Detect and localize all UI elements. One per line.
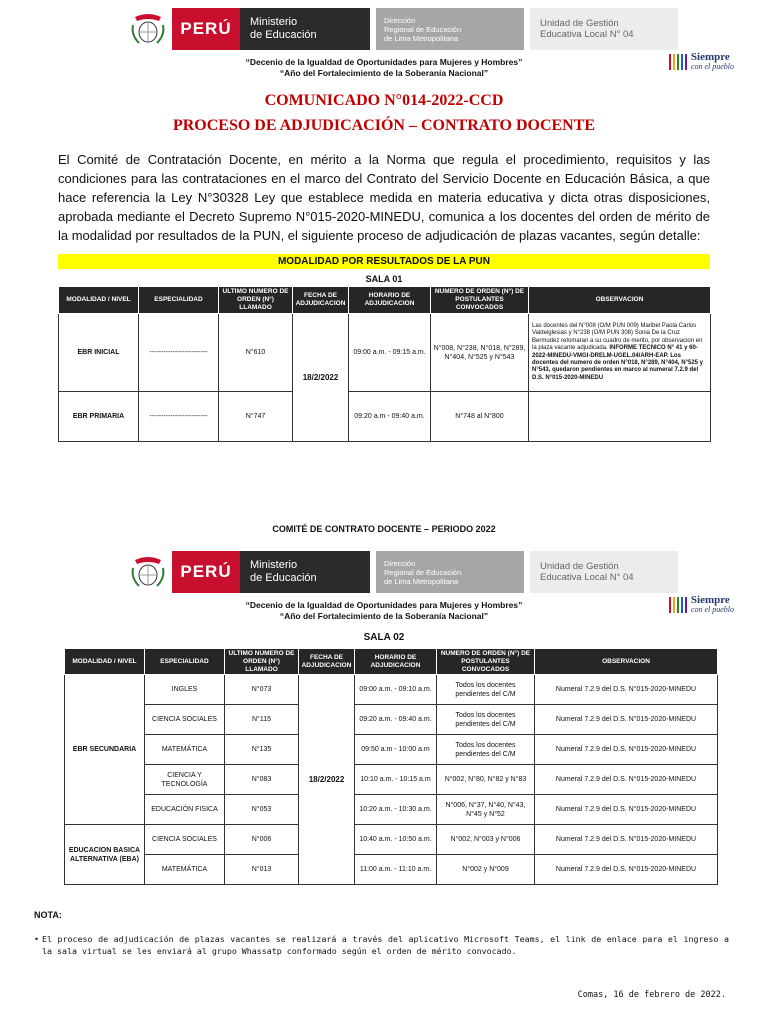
modalidad-cell: EBR PRIMARIA (59, 392, 139, 442)
header-especialidad: ESPECIALIDAD (139, 287, 219, 314)
table-row (59, 314, 711, 392)
horario-cell: 11:00 a.m. - 11:10 a.m. (355, 855, 437, 885)
fecha-cell: 18/2/2022 (293, 314, 349, 442)
convocados-cell: N°008, N°238, N°018, N°289, N°404, N°525 y N°543 (431, 314, 529, 392)
especialidad-cell: MATEMÁTICA (145, 855, 225, 885)
header-observacion: OBSERVACION (529, 287, 711, 314)
ultimo-cell: N°073 (225, 675, 299, 705)
institution-banner (124, 551, 678, 593)
observacion-cell: Numeral 7.2.9 del D.S. N°015-2020-MINEDU (535, 705, 718, 735)
ultimo-cell: N°053 (225, 795, 299, 825)
observacion-cell: Numeral 7.2.9 del D.S. N°015-2020-MINEDU (535, 825, 718, 855)
motto-line-1: “Decenio de la Igualdad de Oportunidades para Mujeres y Hombres” (245, 57, 523, 67)
convocados-cell: N°748 al N°800 (431, 392, 529, 442)
ministerio-label: Ministerio de Educación (240, 551, 370, 593)
direccion-label: Dirección Regional de Educación de Lima Metropolitana (376, 551, 524, 593)
sala01-title: SALA 01 (365, 274, 403, 284)
observacion-cell: Numeral 7.2.9 del D.S. N°015-2020-MINEDU (535, 735, 718, 765)
header-horario: HORARIO DE ADJUDICACION (355, 649, 437, 675)
pueblo-text: con el pueblo (690, 605, 734, 614)
table-row (65, 855, 718, 885)
convocados-cell: N°002, N°003 y N°006 (437, 825, 535, 855)
especialidad-cell: ------------------------- (139, 314, 219, 392)
observacion-cell: Numeral 7.2.9 del D.S. N°015-2020-MINEDU (535, 855, 718, 885)
sala02-title: SALA 02 (363, 632, 405, 643)
motto-line-1: “Decenio de la Igualdad de Oportunidades para Mujeres y Hombres” (245, 600, 523, 610)
horario-cell: 09:50 a.m - 10:00 a.m (355, 735, 437, 765)
modalidad-cell: EBR INICIAL (59, 314, 139, 392)
ultimo-cell: N°115 (225, 705, 299, 735)
especialidad-cell: EDUCACIÓN FISICA (145, 795, 225, 825)
table-row (59, 392, 711, 442)
header-fecha: FECHA DE ADJUDICACION (299, 649, 355, 675)
horario-cell: 10:40 a.m. - 10:50 a.m. (355, 825, 437, 855)
horario-cell: 09:00 a.m. - 09:15 a.m. (349, 314, 431, 392)
ultimo-cell: N°083 (225, 765, 299, 795)
comunicado-title: COMUNICADO N°014-2022-CCD (264, 92, 504, 109)
intro-paragraph: El Comité de Contratación Docente, en mérito a la Norma que regula el procedimiento, requisitos y las condiciones para las contrataciones en el marco del Contrato del Servicio Docente en Educación Básica, a que hace referencia la Ley N°30328 Ley que establece medida en materia educativa y dicta otras disposiciones, aprobada mediante el Decreto Supremo N°015-2020-MINEDU, comunica a los docentes del orden de mérito de la modalidad por resultados de la PUN, el siguiente proceso de adjudicación de plazas vacantes, según detalle: (58, 152, 710, 243)
peru-seal-icon (124, 8, 172, 50)
ultimo-cell: N°747 (219, 392, 293, 442)
motto-line-2: “Año del Fortalecimiento de la Soberanía Nacional” (279, 68, 489, 78)
bullet-icon: • (34, 934, 39, 944)
observacion-cell: Numeral 7.2.9 del D.S. N°015-2020-MINEDU (535, 795, 718, 825)
nota-item (34, 933, 729, 957)
ugel-label: Unidad de Gestión Educativa Local N° 04 (530, 8, 678, 50)
table-row (65, 705, 718, 735)
table-row (65, 825, 718, 855)
table-row (65, 765, 718, 795)
especialidad-cell: CIENCIA Y TECNOLOGÍA (145, 765, 225, 795)
header-ultimo: ULTIMO NUMERO DE ORDEN (N°) LLAMADO (219, 287, 293, 314)
ultimo-cell: N°006 (225, 825, 299, 855)
fecha-cell: 18/2/2022 (299, 675, 355, 885)
nota-text: El proceso de adjudicación de plazas vacantes se realizará a través del aplicativo Microsoft Teams, el link de enlace para el ingreso a la sala virtual se les enviará al grupo Whassatp conformado según el orden de mérito convocado. (42, 934, 729, 956)
especialidad-cell: ------------------------- (139, 392, 219, 442)
ultimo-cell: N°610 (219, 314, 293, 392)
observacion-bold-text: INFORME TECNICO N° 41 y 60-2022-MINEDU-VMGI-DRELM-UGEL.04/ARH-EAP. Los docentes del numero de orden N°018, N°289, N°404, N°525 y N°543, quedaron pendientes en marco al numeral 7.2.9 del D.S. N°015-2020-MINEDU (532, 345, 703, 381)
proceso-title: PROCESO DE ADJUDICACIÓN – CONTRATO DOCENTE (172, 117, 596, 134)
peru-label: PERÚ (172, 8, 240, 50)
header-horario: HORARIO DE ADJUDICACION (349, 287, 431, 314)
siempre-text: Siempre (690, 594, 730, 606)
observacion-cell (529, 392, 711, 442)
header-especialidad: ESPECIALIDAD (145, 649, 225, 675)
nota-title: NOTA: (34, 910, 62, 920)
header-convocados: NUMERO DE ORDEN (N°) DE POSTULANTES CONVOCADOS (437, 649, 535, 675)
modalidad-cell: EBR SECUNDARIA (65, 675, 145, 825)
especialidad-cell: CIENCIA SOCIALES (145, 705, 225, 735)
header-modalidad: MODALIDAD / NIVEL (59, 287, 139, 314)
observacion-cell (529, 314, 711, 392)
ugel-label: Unidad de Gestión Educativa Local N° 04 (530, 551, 678, 593)
modalidad-banner: MODALIDAD POR RESULTADOS DE LA PUN (58, 254, 710, 269)
sala02-table (64, 648, 718, 885)
especialidad-cell: CIENCIA SOCIALES (145, 825, 225, 855)
motto-line-2: “Año del Fortalecimiento de la Soberanía Nacional” (279, 611, 489, 621)
siempre-text: Siempre (690, 51, 730, 63)
modalidad-cell: EDUCACION BASICA ALTERNATIVA (EBA) (65, 825, 145, 885)
ultimo-cell: N°135 (225, 735, 299, 765)
horario-cell: 09:20 a.m - 09:40 a.m. (349, 392, 431, 442)
horario-cell: 09:00 a.m. - 09:10 a.m. (355, 675, 437, 705)
direccion-label: Dirección Regional de Educación de Lima Metropolitana (376, 8, 524, 50)
sala01-table (58, 286, 711, 442)
ministerio-label: Ministerio de Educación (240, 8, 370, 50)
especialidad-cell: INGLES (145, 675, 225, 705)
committee-label: COMITÉ DE CONTRATO DOCENTE – PERIODO 2022 (272, 524, 496, 534)
table-row (65, 735, 718, 765)
observacion-cell: Numeral 7.2.9 del D.S. N°015-2020-MINEDU (535, 765, 718, 795)
table-row (65, 675, 718, 705)
horario-cell: 10:20 a.m. - 10:30 a.m. (355, 795, 437, 825)
ultimo-cell: N°013 (225, 855, 299, 885)
convocados-cell: N°002 y N°009 (437, 855, 535, 885)
header-fecha: FECHA DE ADJUDICACION (293, 287, 349, 314)
header-observacion: OBSERVACION (535, 649, 718, 675)
header-ultimo: ULTIMO NUMERO DE ORDEN (N°) LLAMADO (225, 649, 299, 675)
table-row (65, 795, 718, 825)
horario-cell: 09:20 a.m. - 09:40 a.m. (355, 705, 437, 735)
convocados-cell: Todos los docentes pendientes del C/M (437, 735, 535, 765)
especialidad-cell: MATEMÁTICA (145, 735, 225, 765)
convocados-cell: Todos los docentes pendientes del C/M (437, 675, 535, 705)
horario-cell: 10:10 a.m. - 10:15 a.m (355, 765, 437, 795)
institution-banner (124, 8, 678, 50)
observacion-text: Las docentes del N°008 (O/M PUN 009) Maribel Paola Carlos Valdeiglesias y N°238 (O/M PUN 308) Sonia De la Cruz Bermudez retomaran a su cuadro de merito, por observacion en la plaza vacante adjudicada. (532, 322, 703, 352)
convocados-cell: N°006, N°37, N°40, N°43, N°45 y N°52 (437, 795, 535, 825)
document-date: Comas, 16 de febrero de 2022. (577, 990, 726, 1000)
header-modalidad: MODALIDAD / NIVEL (65, 649, 145, 675)
header-convocados: NUMERO DE ORDEN (N°) DE POSTULANTES CONVOCADOS (431, 287, 529, 314)
peru-seal-icon (124, 551, 172, 593)
convocados-cell: Todos los docentes pendientes del C/M (437, 705, 535, 735)
peru-label: PERÚ (172, 551, 240, 593)
observacion-cell: Numeral 7.2.9 del D.S. N°015-2020-MINEDU (535, 675, 718, 705)
convocados-cell: N°002, N°80, N°82 y N°83 (437, 765, 535, 795)
pueblo-text: con el pueblo (690, 62, 734, 71)
